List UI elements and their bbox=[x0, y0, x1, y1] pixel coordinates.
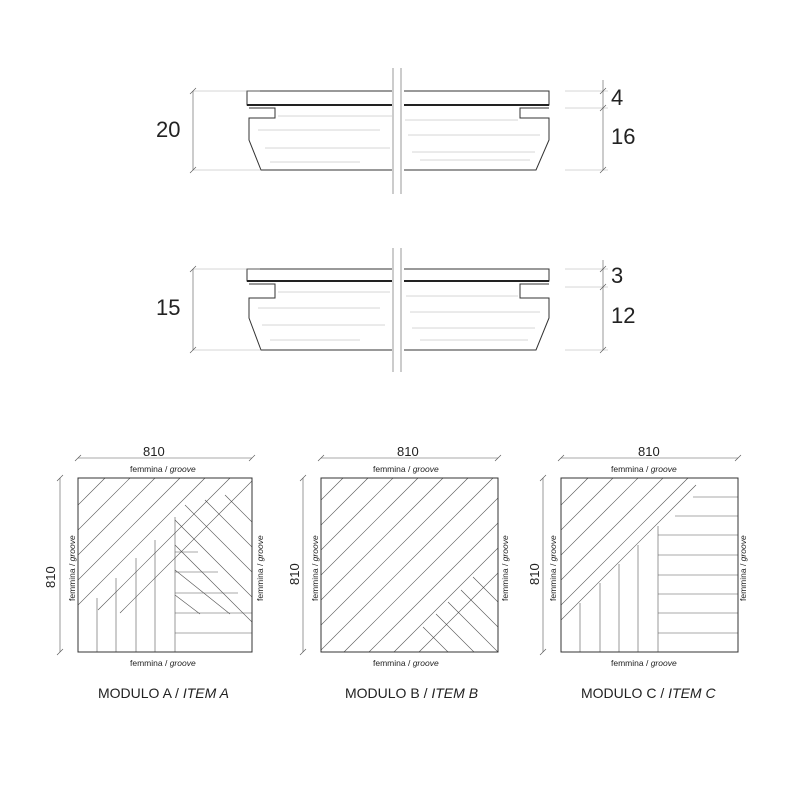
module-a-height: 810 bbox=[43, 566, 58, 588]
module-a-pattern bbox=[78, 478, 252, 652]
module-b-width: 810 bbox=[397, 444, 419, 459]
module-c-height: 810 bbox=[527, 563, 542, 585]
profile-1-total: 20 bbox=[156, 117, 181, 142]
module-a-caption: MODULO A / ITEM A bbox=[98, 685, 229, 701]
profile-2-top-layer: 3 bbox=[611, 263, 624, 288]
profile-1-bottom-layer: 16 bbox=[611, 124, 636, 149]
module-c-width: 810 bbox=[638, 444, 660, 459]
break-gap-2 bbox=[392, 248, 404, 372]
module-c-top-edge: femmina / groove bbox=[611, 464, 677, 474]
module-a-width: 810 bbox=[143, 444, 165, 459]
module-b-height: 810 bbox=[287, 563, 302, 585]
profile-section-1 bbox=[156, 68, 635, 194]
module-c-left-edge: femmina / groove bbox=[548, 535, 558, 601]
module-a-left-edge: femmina / groove bbox=[67, 535, 77, 601]
profile-2-bottom-layer: 12 bbox=[611, 303, 636, 328]
module-c-bottom-edge: femmina / groove bbox=[611, 658, 677, 668]
profile-1-top-layer: 4 bbox=[611, 85, 624, 110]
module-b-right-edge: femmina / groove bbox=[500, 535, 510, 601]
module-b-pattern bbox=[321, 478, 498, 652]
module-b-caption: MODULO B / ITEM B bbox=[345, 685, 479, 701]
module-b bbox=[287, 444, 510, 701]
module-c-pattern bbox=[561, 478, 738, 652]
module-c bbox=[527, 444, 748, 701]
break-gap-1 bbox=[392, 68, 404, 194]
profile-section-2 bbox=[156, 248, 635, 372]
module-c-frame bbox=[561, 478, 738, 652]
module-a bbox=[43, 444, 265, 701]
module-a-bottom-edge: femmina / groove bbox=[130, 658, 196, 668]
profile-2-total: 15 bbox=[156, 295, 181, 320]
module-c-right-edge: femmina / groove bbox=[738, 535, 748, 601]
module-b-frame bbox=[321, 478, 498, 652]
module-b-left-edge: femmina / groove bbox=[310, 535, 320, 601]
module-b-bottom-edge: femmina / groove bbox=[373, 658, 439, 668]
module-a-top-edge: femmina / groove bbox=[130, 464, 196, 474]
module-b-top-edge: femmina / groove bbox=[373, 464, 439, 474]
module-a-right-edge: femmina / groove bbox=[255, 535, 265, 601]
module-c-caption: MODULO C / ITEM C bbox=[581, 685, 716, 701]
